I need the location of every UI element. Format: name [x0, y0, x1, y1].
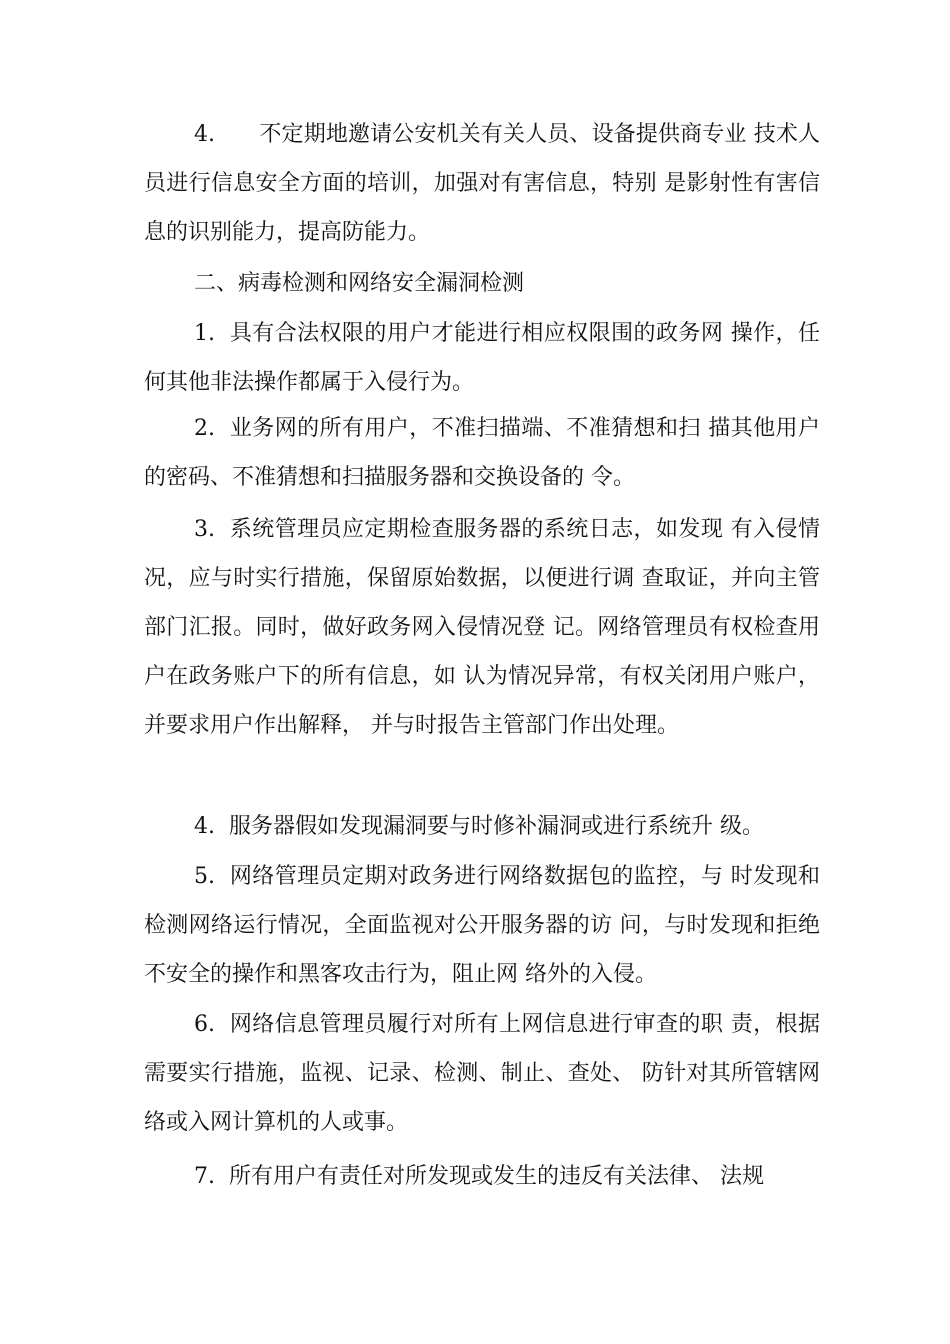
- paragraph-item-1: 1. 具有合法权限的用户才能进行相应权限围的政务网 操作，任何其他非法操作都属于入侵行为。: [144, 321, 820, 395]
- paragraph-item-2: 2. 业务网的所有用户，不准扫描端、不准猜想和扫 描其他用户的密码、不准猜想和扫描服务器和交换设备的 令。: [144, 416, 820, 490]
- paragraph-item-4-training: 4. 不定期地邀请公安机关有关人员、设备提供商专业 技术人员进行信息安全方面的培训，加强对有害信息，特别 是影射性有害信息的识别能力，提高防能力。: [144, 122, 820, 245]
- paragraph-item-6: 6. 网络信息管理员履行对所有上网信息进行审查的职 责，根据需要实行措施，监视、记录、检测、制止、查处、 防针对其所管辖网络或入网计算机的人或事。: [144, 1012, 820, 1135]
- section-heading-virus-detection: 二、病毒检测和网络安全漏洞检测: [194, 271, 525, 296]
- paragraph-item-7: 7. 所有用户有责任对所发现或发生的违反有关法律、 法规: [194, 1164, 764, 1189]
- paragraph-item-4-patching: 4. 服务器假如发现漏洞要与时修补漏洞或进行系统升 级。: [194, 814, 764, 839]
- paragraph-item-5: 5. 网络管理员定期对政务进行网络数据包的监控，与 时发现和检测网络运行情况，全面监视对公开服务器的访 问，与时发现和拒绝不安全的操作和黑客攻击行为，阻止网 络外的入侵。: [144, 864, 820, 987]
- paragraph-item-3: 3. 系统管理员应定期检查服务器的系统日志，如发现 有入侵情况，应与时实行措施，保留原始数据，以便进行调 查取证，并向主管部门汇报。同时，做好政务网入侵情况登 记。网络管理员有权检查用户在政务账户下的所有信息，如 认为情况异常，有权关闭用户账户，并要求用户作出解释， 并与时报告主管部门作出处理。: [144, 517, 820, 738]
